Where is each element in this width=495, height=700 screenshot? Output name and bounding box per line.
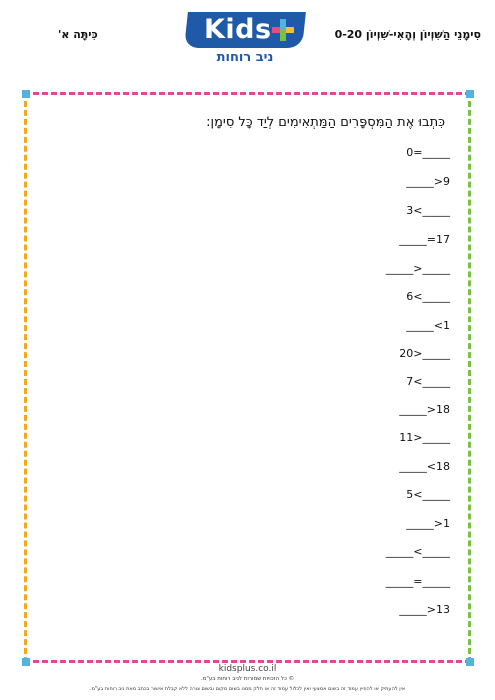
frame-border-bottom: [24, 660, 471, 663]
logo-brand-text: Kids: [204, 14, 272, 45]
exercise-item[interactable]: _____=17: [399, 233, 450, 246]
frame-corner-top-left: [22, 90, 30, 98]
frame-border-right: [468, 92, 471, 663]
exercise-item[interactable]: _____>18: [399, 403, 450, 416]
exercise-item[interactable]: _____<_____: [385, 545, 450, 558]
grade-label: כִּיתָּה א': [58, 28, 98, 41]
frame-border-left: [24, 92, 27, 663]
exercise-item[interactable]: 11>_____: [399, 431, 450, 444]
exercise-item[interactable]: 5<_____: [406, 488, 450, 501]
exercise-item[interactable]: _____<1: [406, 319, 450, 332]
exercise-item[interactable]: 0=_____: [406, 146, 450, 159]
exercise-item[interactable]: _____<18: [399, 460, 450, 473]
exercise-item[interactable]: 6<_____: [406, 290, 450, 303]
footer-legal-notice: אין להעתיק או להפיץ עמוד זה בשום אמצעי ואין לכלול עמוד זה או חלק ממנו בשום מקום ובשום צורה ללא קבלת אישור בכתב מאת ניב רוחות בע"מ.: [89, 686, 406, 692]
logo-subtitle: ניב רוחות: [216, 50, 274, 65]
exercise-item[interactable]: 20>_____: [399, 347, 450, 360]
exercise-item[interactable]: _____>13: [399, 603, 450, 616]
frame-border-top: [24, 92, 471, 95]
footer-url[interactable]: kidsplus.co.il: [218, 664, 277, 674]
instruction-text: כִּתְבוּ אֶת הַמִּסְפָּרִים הַמַּתְאִימִים לְיַד כָּל סִימָן:: [206, 115, 445, 130]
exercise-item[interactable]: _____>_____: [385, 262, 450, 275]
exercise-item[interactable]: _____>9: [406, 175, 450, 188]
plus-icon: [272, 19, 294, 41]
footer-copyright: © כל הזכויות שמורות לניב רוחות בע"מ.: [200, 676, 295, 682]
worksheet-title: סִימָנֵי הַשִּׁוְיוֹן וְהָאִי-שִׁוְיוֹן 0-20: [334, 28, 481, 41]
kids-logo: [186, 12, 304, 72]
exercise-item[interactable]: 3<_____: [406, 204, 450, 217]
exercise-item[interactable]: _____=_____: [385, 575, 450, 588]
exercise-item[interactable]: _____>1: [406, 517, 450, 530]
exercise-item[interactable]: 7<_____: [406, 375, 450, 388]
frame-corner-top-right: [466, 90, 474, 98]
